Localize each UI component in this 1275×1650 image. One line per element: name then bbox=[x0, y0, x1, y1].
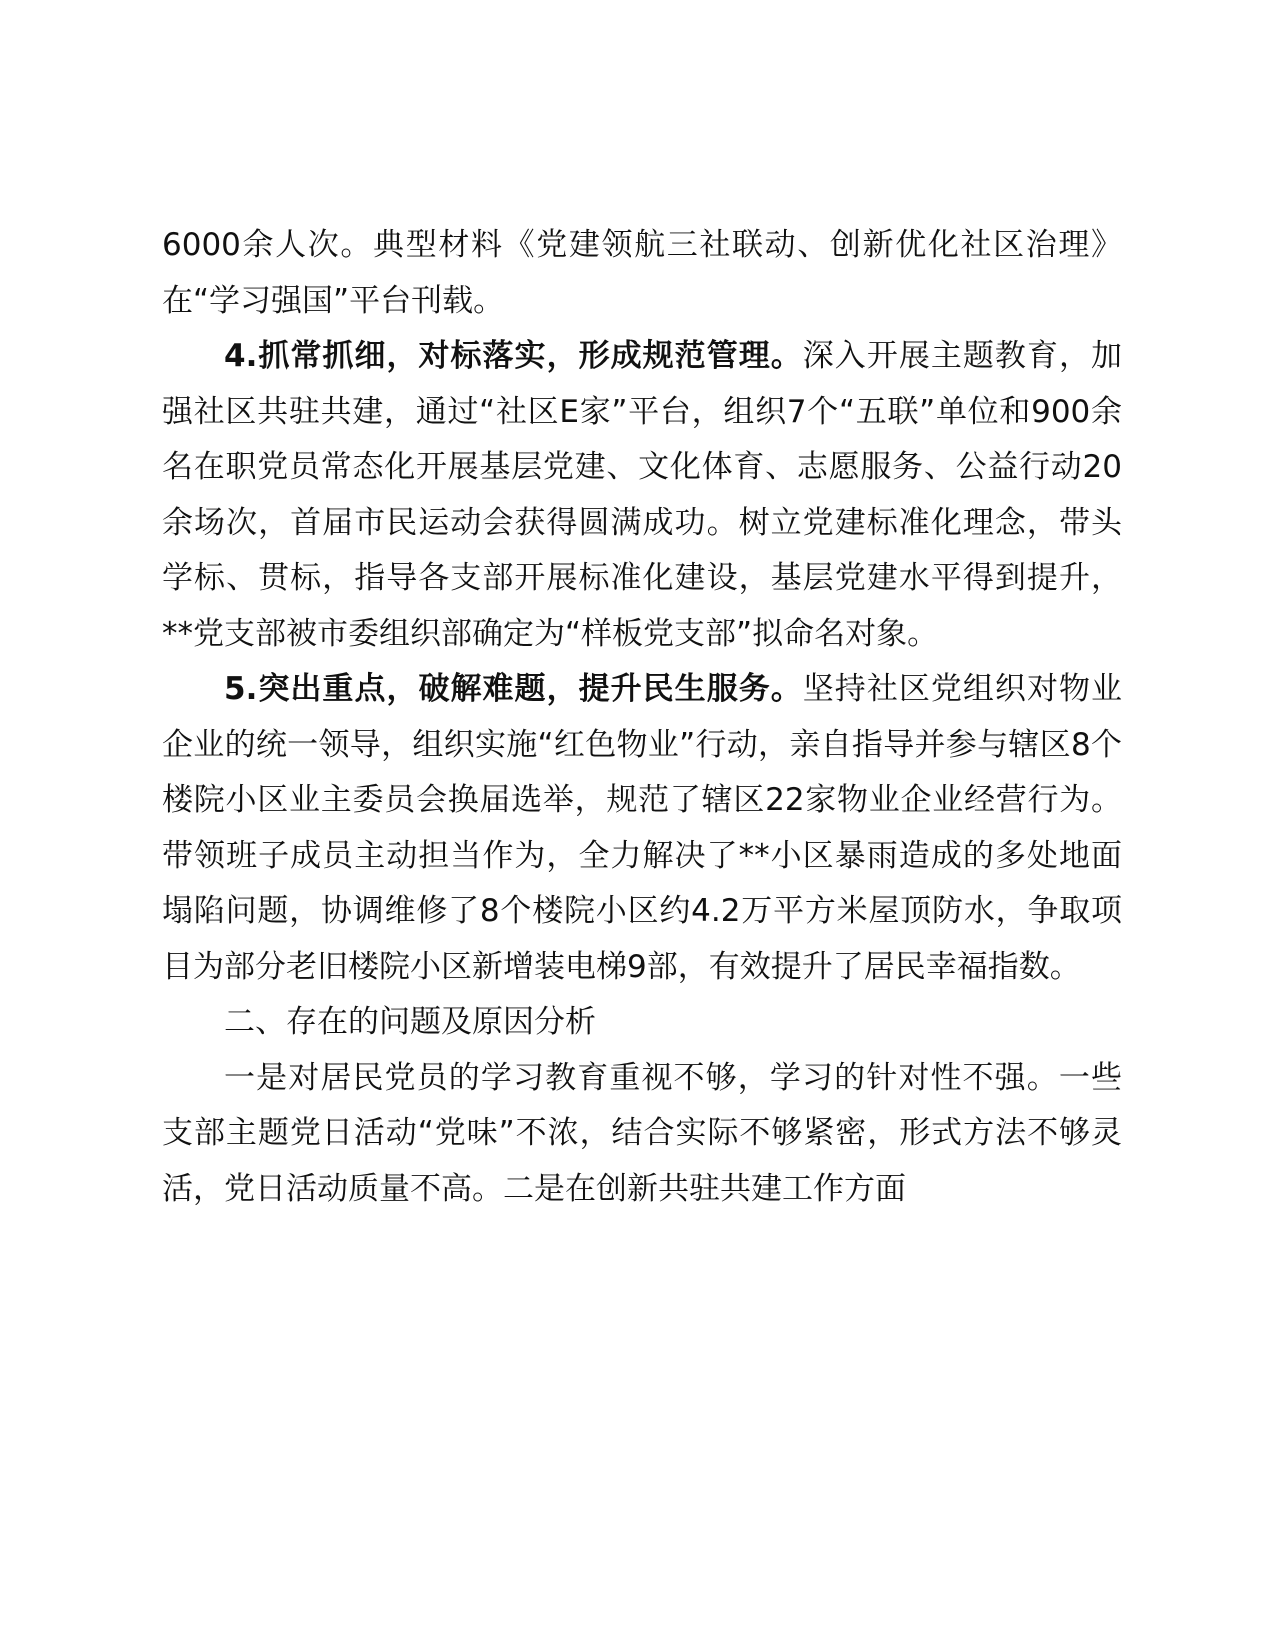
paragraph-item-4 bbox=[162, 329, 1122, 662]
item-5-heading: 5.突出重点，破解难题，提升民生服务。 bbox=[224, 671, 803, 707]
item-5-body: 坚持社区党组织对物业企业的统一领导，组织实施“红色物业”行动，亲自指导并参与辖区8个楼院小区业主委员会换届选举，规范了辖区22家物业企业经营行为。带领班子成员主动担当作为，全力解决了**小区暴雨造成的多处地面塌陷问题，协调维修了8个楼院小区约4.2万平方米屋顶防水，争取项目为部分老旧楼院小区新增装电梯9部，有效提升了居民幸福指数。 bbox=[162, 671, 1122, 985]
item-4-heading: 4.抓常抓细，对标落实，形成规范管理。 bbox=[224, 338, 803, 374]
document-body bbox=[162, 218, 1122, 1217]
item-4-body: 深入开展主题教育，加强社区共驻共建，通过“社区E家”平台，组织7个“五联”单位和900余名在职党员常态化开展基层党建、文化体育、志愿服务、公益行动20余场次，首届市民运动会获得圆满成功。树立党建标准化理念，带头学标、贯标，指导各支部开展标准化建设，基层党建水平得到提升，**党支部被市委组织部确定为“样板党支部”拟命名对象。 bbox=[162, 338, 1122, 652]
section-2-heading: 二、存在的问题及原因分析 bbox=[224, 1004, 596, 1040]
paragraph-item-5 bbox=[162, 662, 1122, 995]
paragraph-continuation: 6000余人次。典型材料《党建领航三社联动、创新优化社区治理》在“学习强国”平台刊载。 bbox=[162, 227, 1122, 319]
paragraph-problems: 一是对居民党员的学习教育重视不够，学习的针对性不强。一些支部主题党日活动“党味”不浓，结合实际不够紧密，形式方法不够灵活，党日活动质量不高。二是在创新共驻共建工作方面 bbox=[162, 1059, 1122, 1207]
